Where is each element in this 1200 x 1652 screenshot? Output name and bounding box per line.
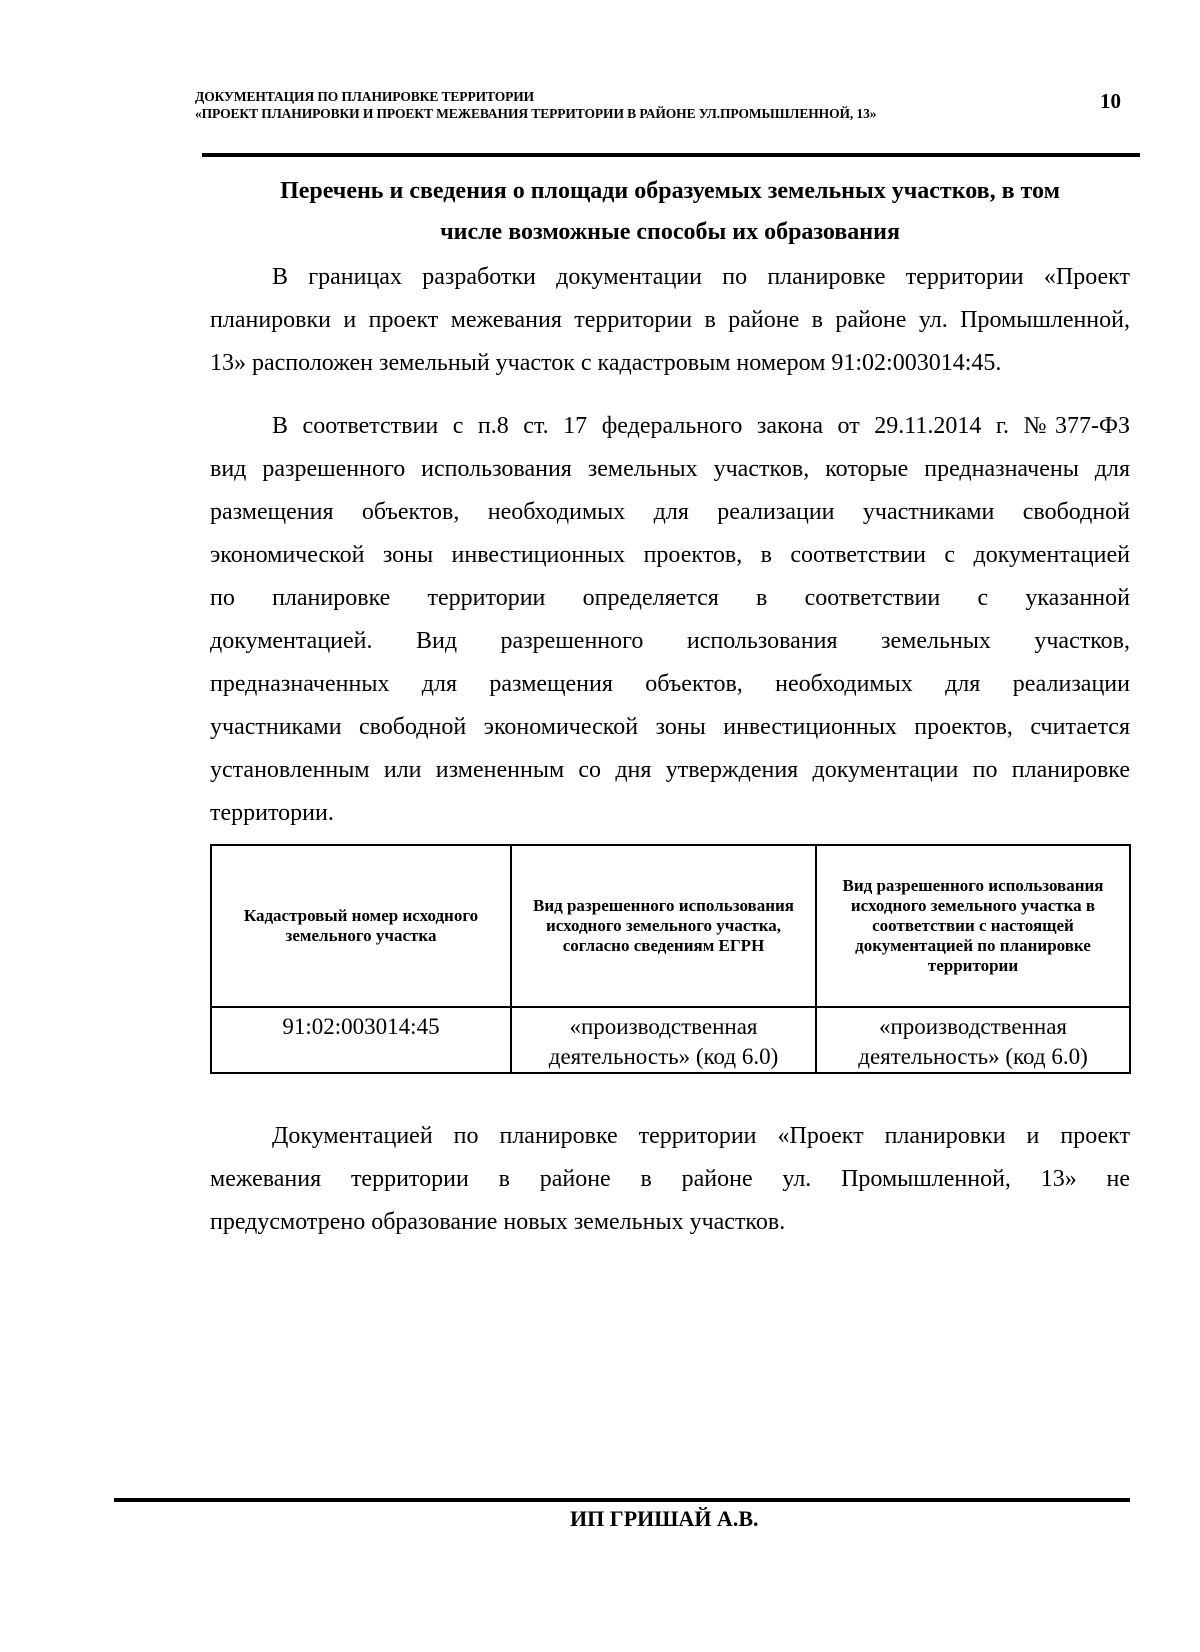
footer-author: ИП ГРИШАЙ А.В. xyxy=(570,1506,759,1531)
table-header-cadastral-number: Кадастровый номер исходного земельного участка xyxy=(211,845,511,1007)
paragraph-line: предусмотрено образование новых земельных участков. xyxy=(210,1209,786,1235)
cell-cadastral-number: 91:02:003014:45 xyxy=(211,1007,511,1073)
paragraph-2 xyxy=(210,405,1130,835)
paragraph-line: размещения объектов, необходимых для реализации участниками свободной xyxy=(210,499,1130,525)
land-plot-table xyxy=(210,844,1131,1074)
paragraph-line: межевания территории в районе в районе ул. Промышленной, 13» не xyxy=(210,1166,1130,1192)
cell-doc-use: «производственная деятельность» (код 6.0) xyxy=(816,1007,1130,1073)
section-title-line-2: числе возможные способы их образования xyxy=(440,219,900,245)
paragraph-line: В границах разработки документации по планировке территории «Проект xyxy=(272,264,1130,290)
document-header xyxy=(195,88,1015,122)
header-line-1: ДОКУМЕНТАЦИЯ ПО ПЛАНИРОВКЕ ТЕРРИТОРИИ xyxy=(195,89,535,104)
table-header-row xyxy=(211,845,1130,1007)
section-title xyxy=(210,171,1130,253)
paragraph-line: Документацией по планировке территории «Проект планировки и проект xyxy=(272,1123,1130,1149)
paragraph-line: участниками свободной экономической зоны инвестиционных проектов, считается xyxy=(210,714,1130,740)
table-header-doc-use: Вид разрешенного использования исходного земельного участка в соответствии с настоящей документацией по планировке территории xyxy=(816,845,1130,1007)
page-number: 10 xyxy=(1100,89,1121,113)
header-divider xyxy=(202,153,1140,157)
paragraph-line: установленным или измененным со дня утверждения документации по планировке xyxy=(210,757,1130,783)
paragraph-3 xyxy=(210,1115,1130,1244)
paragraph-line: предназначенных для размещения объектов, необходимых для реализации xyxy=(210,671,1130,697)
table-header-egrn-use: Вид разрешенного использования исходного земельного участка, согласно сведениям ЕГРН xyxy=(511,845,816,1007)
paragraph-line: экономической зоны инвестиционных проектов, в соответствии с документацией xyxy=(210,542,1130,568)
paragraph-1 xyxy=(210,256,1130,385)
section-title-line-1: Перечень и сведения о площади образуемых земельных участков, в том xyxy=(280,178,1060,204)
header-line-2: «ПРОЕКТ ПЛАНИРОВКИ И ПРОЕКТ МЕЖЕВАНИЯ ТЕРРИТОРИИ В РАЙОНЕ УЛ.ПРОМЫШЛЕННОЙ, 13» xyxy=(195,106,877,121)
footer-divider xyxy=(114,1498,1130,1502)
paragraph-line: территории. xyxy=(210,800,334,826)
paragraph-line: планировки и проект межевания территории в районе в районе ул. Промышленной, xyxy=(210,307,1130,333)
paragraph-line: документацией. Вид разрешенного использования земельных участков, xyxy=(210,628,1130,654)
cell-egrn-use: «производственная деятельность» (код 6.0) xyxy=(511,1007,816,1073)
paragraph-line: вид разрешенного использования земельных участков, которые предназначены для xyxy=(210,456,1130,482)
paragraph-line: 13» расположен земельный участок с кадастровым номером 91:02:003014:45. xyxy=(210,350,1002,376)
paragraph-line: В соответствии с п.8 ст. 17 федерального закона от 29.11.2014 г. №377-ФЗ xyxy=(272,413,1130,439)
paragraph-line: по планировке территории определяется в соответствии с указанной xyxy=(210,585,1130,611)
table-row xyxy=(211,1007,1130,1073)
